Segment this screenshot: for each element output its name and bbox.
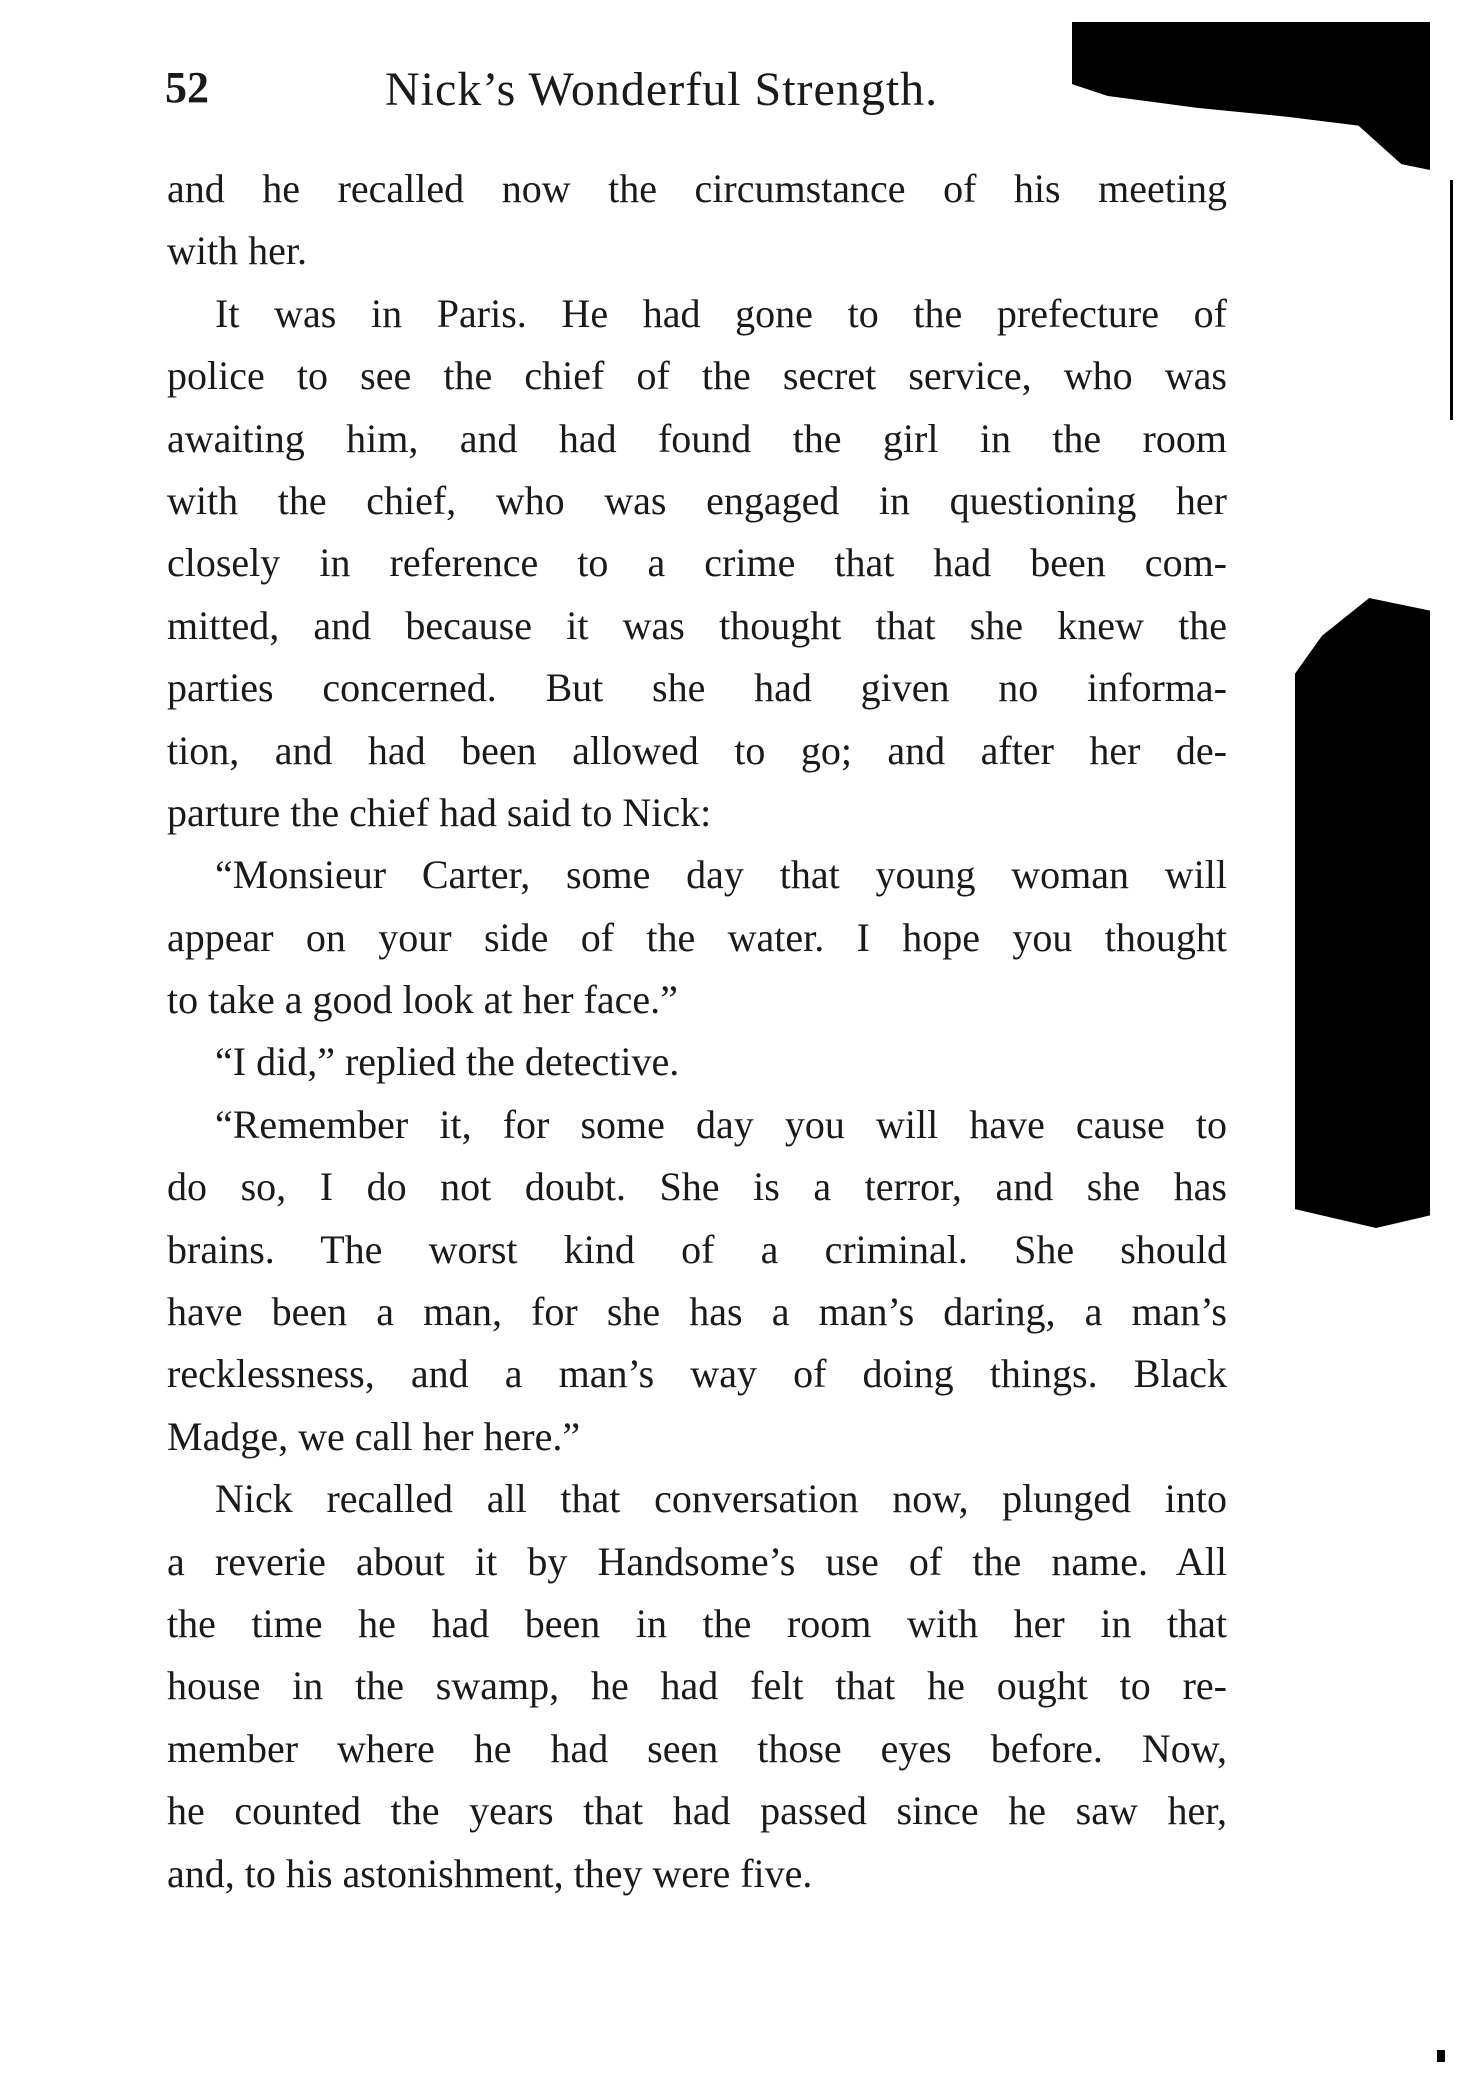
text-line: house in the swamp, he had felt that he ought to re- (167, 1663, 1227, 1709)
text-line: do so, I do not doubt. She is a terror, and she has (167, 1164, 1227, 1210)
scan-shadow-side (1295, 598, 1430, 1228)
text-line: to take a good look at her face.” (167, 977, 678, 1023)
text-line: he counted the years that had passed since he saw her, (167, 1788, 1227, 1834)
page-number: 52 (165, 63, 209, 112)
page-header (165, 62, 1065, 122)
body-text (167, 158, 1227, 1905)
text-line: police to see the chief of the secret service, who was (167, 353, 1227, 399)
text-line: with her. (167, 228, 307, 274)
text-line: mitted, and because it was thought that she knew the (167, 602, 1227, 648)
text-line: awaiting him, and had found the girl in the room (167, 415, 1227, 461)
text-line: Nick recalled all that conversation now, plunged into (215, 1476, 1227, 1522)
text-line: recklessness, and a man’s way of doing things. Black (167, 1351, 1227, 1397)
text-line: brains. The worst kind of a criminal. She should (167, 1226, 1227, 1272)
text-line: parture the chief had said to Nick: (167, 789, 712, 835)
text-line: It was in Paris. He had gone to the prefecture of (215, 290, 1227, 336)
text-line: and, to his astonishment, they were five. (167, 1850, 813, 1896)
text-line: tion, and had been allowed to go; and after her de- (167, 727, 1227, 773)
text-line: a reverie about it by Handsome’s use of the name. All (167, 1538, 1227, 1584)
text-line: parties concerned. But she had given no informa- (167, 665, 1227, 711)
text-line: “Monsieur Carter, some day that young woman will (215, 852, 1227, 898)
text-line: appear on your side of the water. I hope you thought (167, 914, 1227, 960)
text-line: with the chief, who was engaged in questioning her (167, 477, 1227, 523)
scan-shadow-top (1072, 22, 1430, 170)
scan-edge-line (1450, 180, 1453, 420)
text-line: Madge, we call her here.” (167, 1413, 581, 1459)
text-line: “I did,” replied the detective. (215, 1039, 680, 1085)
running-title: Nick’s Wonderful Strength. (385, 63, 939, 116)
text-line: the time he had been in the room with her in that (167, 1600, 1227, 1646)
text-line: closely in reference to a crime that had been com- (167, 540, 1227, 586)
text-line: have been a man, for she has a man’s daring, a man’s (167, 1289, 1227, 1335)
text-line: “Remember it, for some day you will have cause to (215, 1101, 1227, 1147)
scan-speck (1437, 2050, 1445, 2062)
text-line: member where he had seen those eyes before. Now, (167, 1725, 1227, 1771)
text-line: and he recalled now the circumstance of his meeting (167, 166, 1227, 211)
